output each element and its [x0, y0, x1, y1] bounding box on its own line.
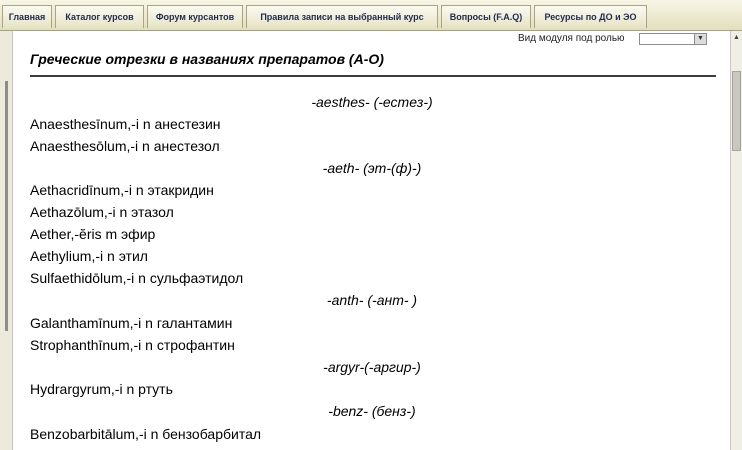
section-heading: -argyr-(-аргир-) [323, 359, 421, 375]
term-item: Strophanthīnum,-i n строфантин [30, 337, 235, 353]
term-item: Aethylium,-i n этил [30, 248, 148, 264]
term-item: Hydrargyrum,-i n ртуть [30, 381, 173, 397]
term-item: Aethacridīnum,-i n этакридин [30, 182, 214, 198]
nav-tab-enrollment-rules[interactable]: Правила записи на выбранный курс [246, 5, 438, 28]
scrollbar-thumb[interactable] [732, 71, 741, 151]
term-item: Anaesthesōlum,-i n анестезол [30, 138, 220, 154]
term-item: Aethazōlum,-i n этазол [30, 204, 174, 220]
role-view-label: Вид модуля под ролью [518, 33, 625, 44]
term-item: Benzobarbitālum,-i n бензобарбитал [30, 426, 262, 442]
role-view-select[interactable] [639, 33, 707, 45]
top-navigation-bar [0, 0, 742, 31]
title-divider [30, 75, 716, 77]
vertical-scrollbar[interactable] [730, 31, 742, 450]
content-pane [14, 31, 730, 450]
nav-tab-home[interactable]: Главная [2, 5, 52, 28]
term-item: Anaesthesīnum,-i n анестезин [30, 116, 221, 132]
section-heading: -aeth- (эт-(ф)-) [322, 160, 422, 176]
section-heading: -benz- (бенз-) [328, 403, 416, 419]
section-heading: -anth- (-ант- ) [326, 292, 418, 308]
nav-tab-forum[interactable]: Форум курсантов [147, 5, 243, 28]
chevron-down-icon[interactable]: ▼ [694, 34, 706, 44]
term-item: Aether,-ĕris m эфир [30, 226, 156, 242]
section-heading: -aesthes- (-естез-) [311, 94, 433, 110]
nav-tab-faq[interactable]: Вопросы (F.A.Q) [441, 5, 531, 28]
nav-tab-course-catalog[interactable]: Каталог курсов [55, 5, 144, 28]
term-item: Galanthamīnum,-i n галантамин [30, 315, 233, 331]
nav-tab-resources[interactable]: Ресурсы по ДО и ЭО [534, 5, 647, 28]
page-title: Греческие отрезки в названиях препаратов (А-О) [30, 51, 384, 67]
frame-resize-handle[interactable] [5, 81, 8, 331]
term-item: Sulfaethidōlum,-i n сульфаэтидол [30, 270, 244, 286]
left-frame-border [0, 31, 13, 450]
scroll-up-icon[interactable]: ▲ [733, 34, 740, 41]
